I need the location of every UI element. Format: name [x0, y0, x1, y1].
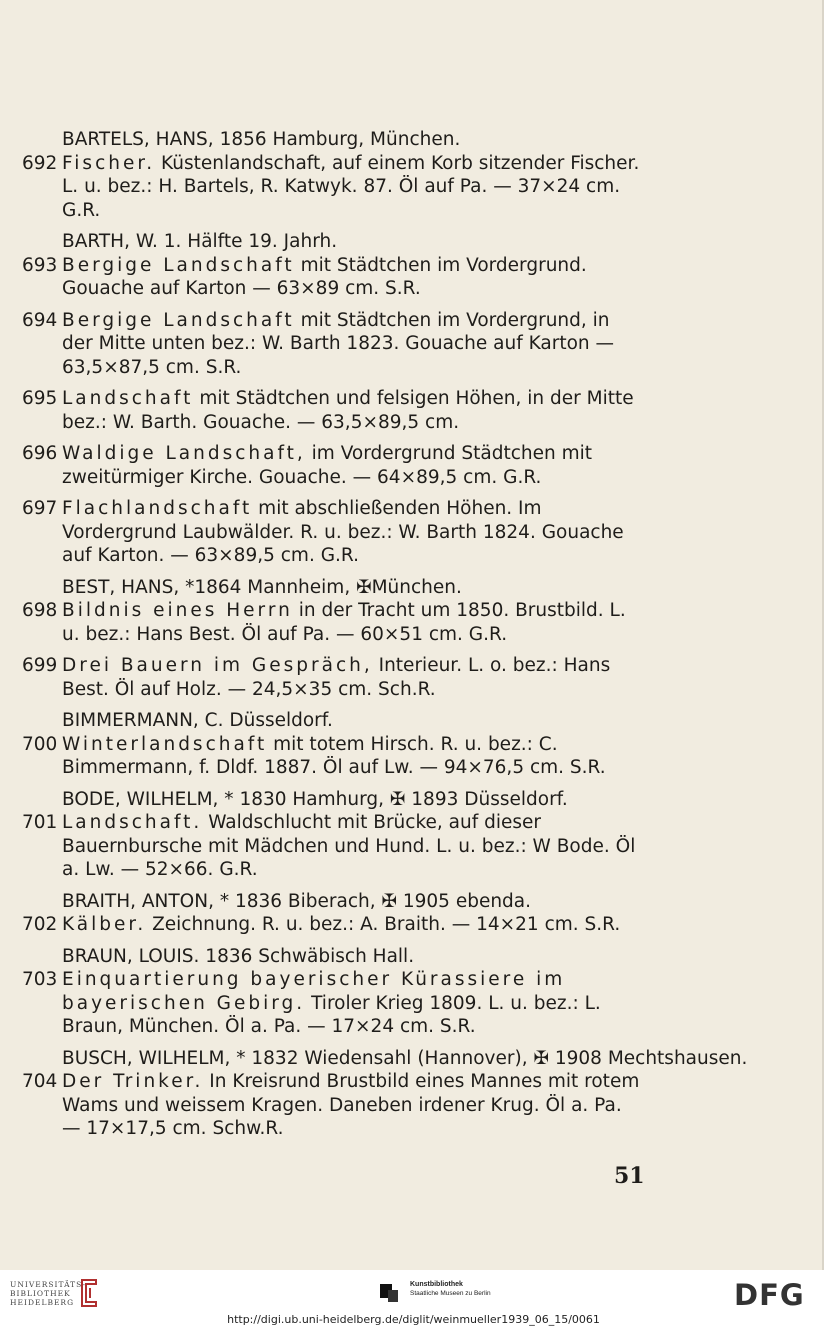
- lot-title: Kälber.: [62, 914, 147, 935]
- lot-description: In Kreisrund Brustbild eines Mannes mit rotem Wams und weissem Kragen. Daneben irdener Krug. Öl a. Pa. — 17×17,5 cm. Schw.R.: [62, 1071, 640, 1139]
- lot-title: Winterlandschaft: [62, 733, 268, 755]
- lot-number: 699: [22, 655, 58, 676]
- lot-number: 696: [22, 443, 58, 464]
- lot-title: Der Trinker.: [62, 1071, 204, 1092]
- lot-number: 695: [22, 388, 58, 409]
- artist-heading: BEST, HANS, *1864 Mannheim, ✠München.: [62, 576, 462, 598]
- catalog-content: [0, 118, 822, 1141]
- lot-number: 700: [22, 733, 58, 755]
- catalog-entry: [0, 599, 822, 646]
- lot-number: 698: [22, 600, 58, 621]
- lot-description: Tiroler Krieg 1809. L. u. bez.: L. Braun, München. Öl a. Pa. — 17×24 cm. S.R.: [62, 992, 601, 1037]
- lot-description: im Vordergrund Städtchen mit zweitürmiger Kirche. Gouache. — 64×89,5 cm. G.R.: [62, 443, 592, 488]
- lot-description: mit Städtchen im Vordergrund, in der Mitte unten bez.: W. Barth 1823. Gouache auf Karton — 63,5×87,5 cm. S.R.: [62, 309, 615, 378]
- artist-heading: BRAITH, ANTON, * 1836 Biberach, ✠ 1905 ebenda.: [62, 890, 532, 912]
- catalog-entry: [0, 309, 822, 380]
- artist-heading: BRAUN, LOUIS. 1836 Schwäbisch Hall.: [62, 945, 415, 967]
- lot-description: in der Tracht um 1850. Brustbild. L. u. bez.: Hans Best. Öl auf Pa. — 60×51 cm. G.R.: [62, 600, 626, 645]
- catalog-entry: [0, 811, 822, 882]
- heidelberg-logo-icon: [78, 1278, 100, 1308]
- lot-title: Bergige Landschaft: [62, 254, 295, 276]
- lot-title: Landschaft: [62, 388, 194, 409]
- artist-heading: BARTH, W. 1. Hälfte 19. Jahrh.: [62, 231, 338, 252]
- lot-description: mit Städtchen im Vordergrund. Gouache auf Karton — 63×89 cm. S.R.: [62, 254, 587, 299]
- lot-number: 703: [22, 969, 58, 990]
- kunstbibliothek-label[interactable]: [410, 1280, 491, 1298]
- lot-number: 697: [22, 498, 58, 519]
- permalink-url[interactable]: http://digi.ub.uni-heidelberg.de/diglit/weinmueller1939_06_15/0061: [227, 1313, 600, 1326]
- lot-title: Fischer.: [62, 152, 156, 174]
- artist-heading: BARTELS, HANS, 1856 Hamburg, München.: [62, 129, 461, 150]
- page-number: 51: [614, 1163, 645, 1189]
- catalog-entry: [0, 968, 822, 1039]
- uni-line: HEIDELBERG: [10, 1298, 75, 1307]
- kb-subtitle: Staatliche Museen zu Berlin: [410, 1290, 491, 1297]
- uni-line: UNIVERSITÄTS-: [10, 1280, 87, 1289]
- catalog-entry: [0, 442, 822, 489]
- lot-description: Waldschlucht mit Brücke, auf dieser Bauernbursche mit Mädchen und Hund. L. u. bez.: W Bode. Öl a. Lw. — 52×66. G.R.: [62, 812, 636, 880]
- lot-number: 692: [22, 152, 58, 174]
- lot-title: Landschaft.: [62, 812, 203, 833]
- artist-heading: BIMMERMANN, C. Düsseldorf.: [62, 710, 333, 731]
- catalog-entry: [0, 654, 822, 701]
- lot-title: Flachlandschaft: [62, 498, 253, 519]
- lot-number: 693: [22, 254, 58, 276]
- lot-description: Küstenlandschaft, auf einem Korb sitzender Fischer. L. u. bez.: H. Bartels, R. Katwyk. 87. Öl auf Pa. — 37×24 cm. G.R.: [62, 152, 640, 221]
- artist-heading: BUSCH, WILHELM, * 1832 Wiedensahl (Hannover), ✠ 1908 Mechtshausen.: [62, 1047, 748, 1069]
- lot-description: Zeichnung. R. u. bez.: A. Braith. — 14×21 cm. S.R.: [152, 914, 621, 935]
- footer-bar: [0, 1270, 827, 1329]
- lot-title: Drei Bauern im Gespräch,: [62, 655, 373, 676]
- kunstbibliothek-logo-icon: [378, 1278, 404, 1304]
- catalog-entry: [0, 497, 822, 568]
- lot-number: 701: [22, 812, 58, 833]
- lot-title: Waldige Landschaft,: [62, 443, 306, 464]
- catalog-entry: [0, 152, 822, 223]
- kb-title: Kunstbibliothek: [410, 1281, 463, 1288]
- dfg-logo[interactable]: DFG: [734, 1278, 805, 1312]
- catalog-entry: [0, 913, 822, 937]
- lot-title: Bildnis eines Herrn: [62, 600, 293, 621]
- lot-title: Bergige Landschaft: [62, 309, 295, 331]
- lot-description: Interieur. L. o. bez.: Hans Best. Öl auf Holz. — 24,5×35 cm. Sch.R.: [62, 655, 611, 700]
- uni-line: BIBLIOTHEK: [10, 1289, 71, 1298]
- lot-number: 704: [22, 1071, 58, 1092]
- lot-title: Einquartierung bayerischer Kürassiere im bayerischen Gebirg.: [62, 969, 566, 1014]
- catalog-entry: [0, 733, 822, 780]
- catalog-entry: [0, 1070, 822, 1141]
- lot-description: mit totem Hirsch. R. u. bez.: C. Bimmermann, f. Dldf. 1887. Öl auf Lw. — 94×76,5 cm. S.R.: [62, 733, 606, 778]
- lot-description: mit abschließenden Höhen. Im Vordergrund Laubwälder. R. u. bez.: W. Barth 1824. Gouache auf Karton. — 63×89,5 cm. G.R.: [62, 498, 624, 566]
- artist-heading: BODE, WILHELM, * 1830 Hamhurg, ✠ 1893 Düsseldorf.: [62, 788, 568, 810]
- lot-description: mit Städtchen und felsigen Höhen, in der Mitte bez.: W. Barth. Gouache. — 63,5×89,5 cm.: [62, 388, 634, 433]
- lot-number: 694: [22, 309, 58, 331]
- catalog-entry: [0, 387, 822, 434]
- catalog-entry: [0, 254, 822, 301]
- lot-number: 702: [22, 914, 58, 935]
- university-library-logo[interactable]: [10, 1280, 86, 1307]
